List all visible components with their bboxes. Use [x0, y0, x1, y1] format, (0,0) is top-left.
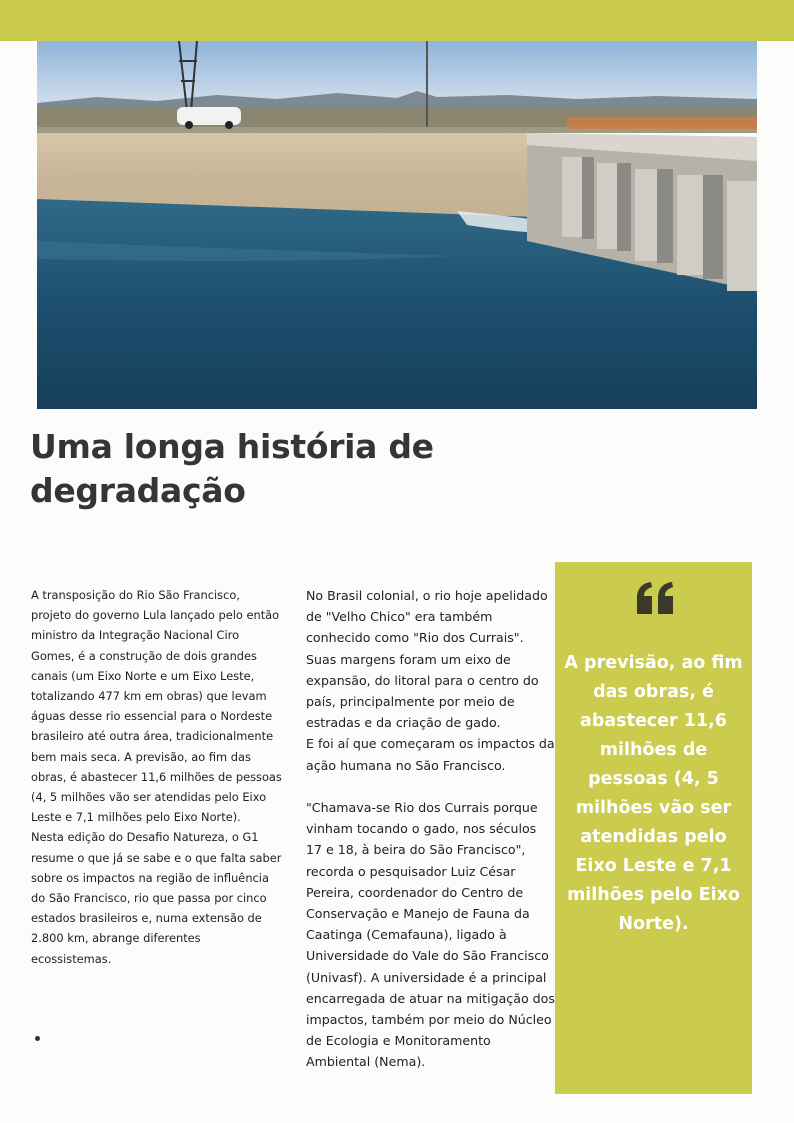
pullquote-box [555, 562, 752, 1094]
article-title: Uma longa história de degradação [30, 427, 434, 510]
list-bullet [35, 1036, 40, 1041]
quote-mark-icon [635, 582, 675, 614]
paragraph: No Brasil colonial, o rio hoje apelidado de "Velho Chico" era também conhecido como "Rio dos Currais". Suas margens foram um eixo de expansão, do litoral para o centro do país, principalmente por meio de estradas e da criação de gado. [306, 588, 548, 731]
body-column-middle [306, 585, 556, 1073]
paragraph: A transposição do Rio São Francisco, projeto do governo Lula lançado pelo então ministro da Integração Nacional Ciro Gomes, é a construção de dois grandes canais (um Eixo Norte e um Eixo Leste, totalizando 477 km em obras) que levam águas desse rio essencial para o Nordeste brasileiro até outra área, tradicionalmente bem mais seca. A previsão, ao fim das obras, é abastecer 11,6 milhões de pessoas (4, 5 milhões vão ser atendidas pelo Eixo Leste e 7,1 milhões pelo Eixo Norte). [31, 588, 282, 825]
paragraph: Nesta edição do Desafio Natureza, o G1 resume o que já se sabe e o que falta saber sobre os impactos na região de influência do São Francisco, rio que passa por cinco estados brasileiros e, numa extensão de 2.800 km, abrange diferentes ecossistemas. [31, 830, 282, 966]
paragraph: "Chamava-se Rio dos Currais porque vinham tocando o gado, nos séculos 17 e 18, à beira do São Francisco", recorda o pesquisador Luiz César Pereira, coordenador do Centro de Conservação e Manejo de Fauna da Caatinga (Cemafauna), ligado à Universidade do Vale do São Francisco (Univasf). A universidade é a principal encarregada de atuar na mitigação dos impactos, também por meio do Núcleo de Ecologia e Monitoramento Ambiental (Nema). [306, 800, 555, 1070]
pullquote-text: A previsão, ao fim das obras, é abastecer 11,6 milhões de pessoas (4, 5 milhões vão ser atendidas pelo Eixo Leste e 7,1 milhões pelo Eixo Norte). [564, 653, 743, 934]
body-column-left [31, 585, 283, 969]
paragraph: E foi aí que começaram os impactos da ação humana no São Francisco. [306, 736, 555, 773]
canal-water-photo [37, 41, 757, 409]
top-accent-band [0, 0, 794, 41]
